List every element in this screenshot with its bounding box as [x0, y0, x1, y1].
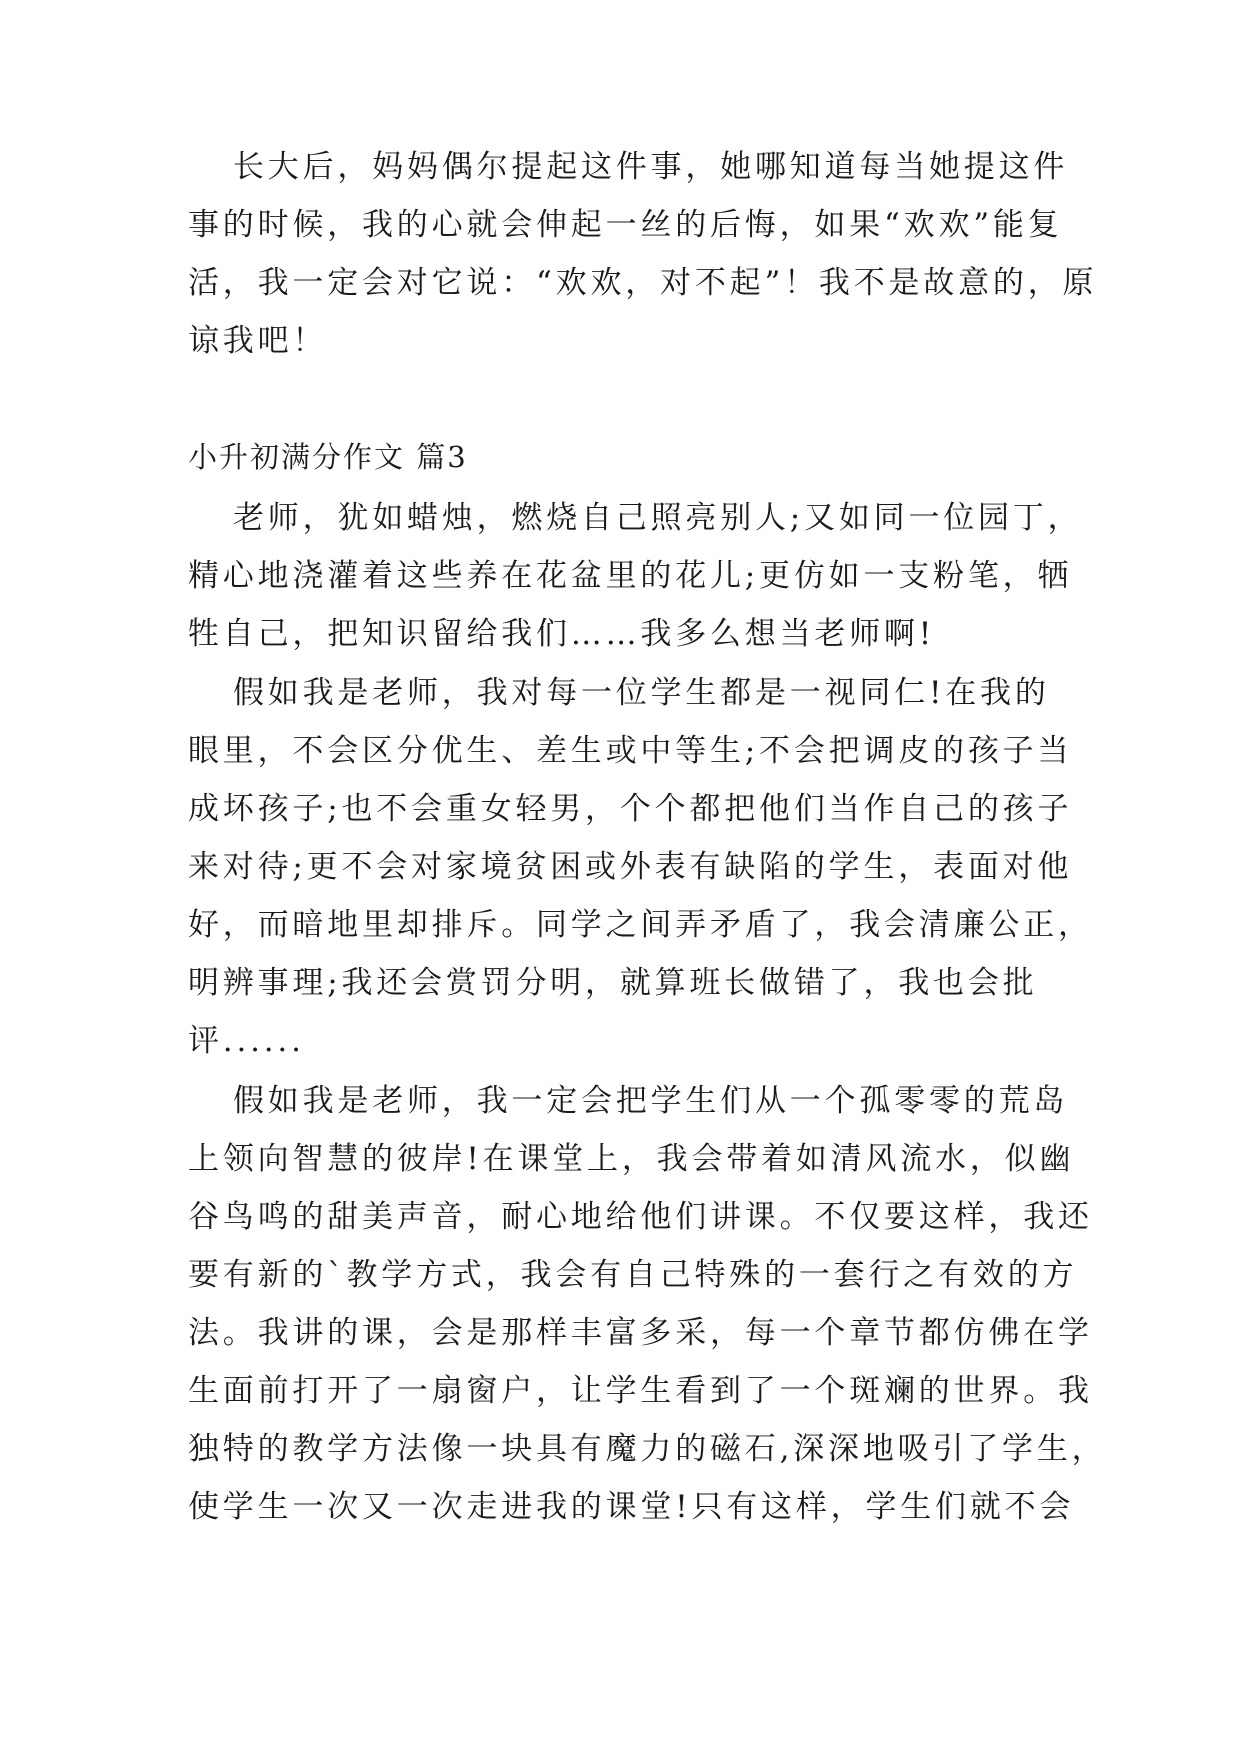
paragraph-line: 成坏孩子;也不会重女轻男，个个都把他们当作自己的孩子	[188, 791, 1073, 827]
paragraph-line: 生面前打开了一扇窗户，让学生看到了一个斑斓的世界。我	[188, 1373, 1093, 1409]
paragraph-line: 谷鸟鸣的甜美声音，耐心地给他们讲课。不仅要这样，我还	[188, 1199, 1093, 1235]
paragraph-line: 来对待;更不会对家境贫困或外表有缺陷的学生，表面对他	[188, 849, 1073, 885]
paragraph-line: 老师，犹如蜡烛，燃烧自己照亮别人;又如同一位园丁，	[233, 500, 1083, 536]
paragraph-line: 要有新的`教学方式，我会有自己特殊的一套行之有效的方	[188, 1257, 1078, 1293]
paragraph-line: 假如我是老师，我对每一位学生都是一视同仁!在我的	[233, 675, 1050, 711]
paragraph-line: 谅我吧！	[188, 323, 328, 359]
paragraph-line: 眼里，不会区分优生、差生或中等生;不会把调皮的孩子当	[188, 733, 1073, 769]
paragraph-line: 独特的教学方法像一块具有魔力的磁石,深深地吸引了学生，	[188, 1431, 1107, 1467]
paragraph-line: 牲自己，把知识留给我们……我多么想当老师啊!	[188, 616, 936, 652]
paragraph-line: 法。我讲的课，会是那样丰富多采，每一个章节都仿佛在学	[188, 1315, 1093, 1351]
paragraph-line: 活，我一定会对它说：“欢欢，对不起”！我不是故意的，原	[188, 265, 1098, 301]
paragraph-line: 评......	[188, 1023, 305, 1059]
paragraph-line: 明辨事理;我还会赏罚分明，就算班长做错了，我也会批	[188, 965, 1038, 1001]
paragraph-line: 事的时候，我的心就会伸起一丝的后悔，如果“欢欢”能复	[188, 207, 1063, 243]
paragraph-line: 上领向智慧的彼岸!在课堂上，我会带着如清风流水，似幽	[188, 1141, 1075, 1177]
paragraph-line: 好，而暗地里却排斥。同学之间弄矛盾了，我会清廉公正，	[188, 907, 1093, 943]
paragraph-line: 使学生一次又一次走进我的课堂!只有这样，学生们就不会	[188, 1489, 1075, 1525]
section-heading: 小升初满分作文 篇3	[188, 440, 468, 474]
paragraph-line: 假如我是老师，我一定会把学生们从一个孤零零的荒岛	[233, 1083, 1069, 1119]
paragraph-line: 精心地浇灌着这些养在花盆里的花儿;更仿如一支粉笔，牺	[188, 558, 1073, 594]
paragraph-line: 长大后，妈妈偶尔提起这件事，她哪知道每当她提这件	[233, 149, 1069, 185]
